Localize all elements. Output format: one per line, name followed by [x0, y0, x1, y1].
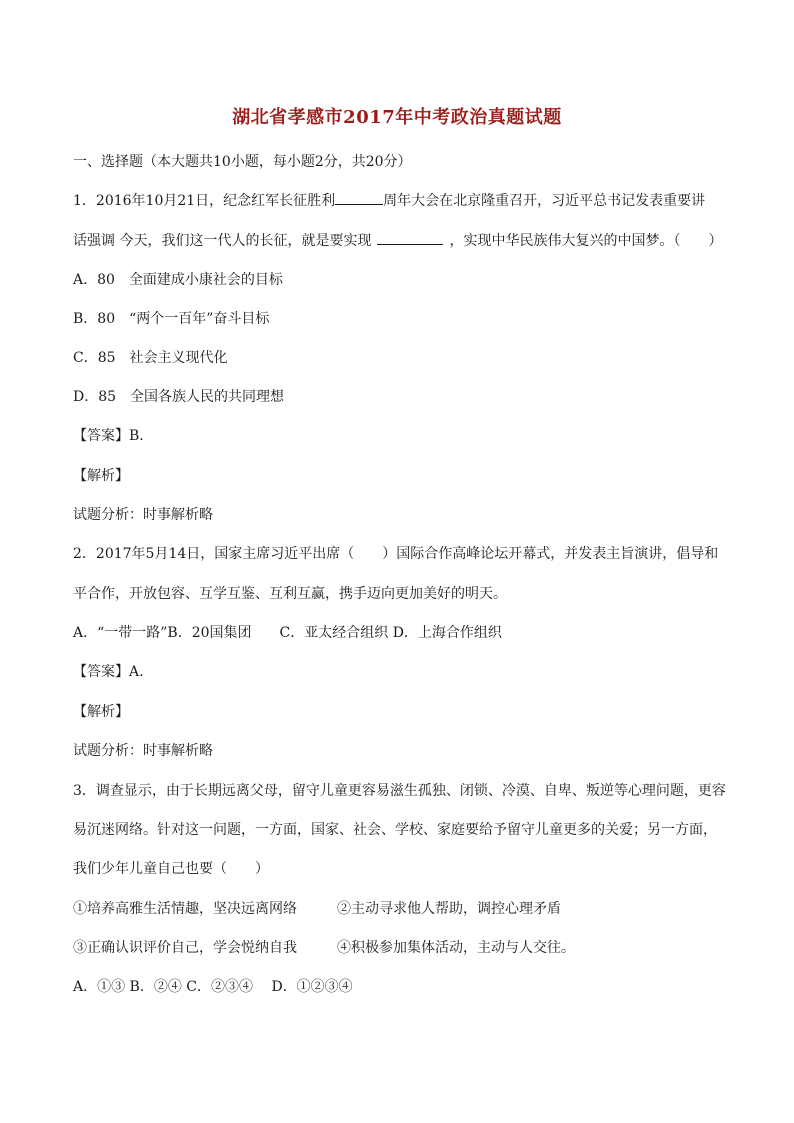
- section-heading: 一、选择题（本大题共10小题，每小题2分，共20分）: [73, 154, 412, 170]
- q1-option-c: C．85 社会主义现代化: [73, 350, 228, 366]
- q3-stem-line1: 3．调查显示，由于长期远离父母，留守儿童更容易滋生孤独、闭锁、冷漠、自卑、叛逆等心理问题，更容: [73, 783, 726, 799]
- q1-stem-line1: [73, 190, 705, 211]
- q3-stem-line3: 我们少年儿童自己也要（ ）: [73, 861, 269, 877]
- q3-item-3: ③正确认识评价自己，学会悦纳自我: [73, 940, 297, 956]
- q3-item-4: ④积极参加集体活动，主动与人交往。: [337, 940, 575, 956]
- page-title: 湖北省孝感市2017年中考政治真题试题: [232, 107, 562, 128]
- q1-stem-line1-a: 1．2016年10月21日，纪念红军长征胜利: [73, 193, 336, 209]
- q1-analysis: 试题分析：时事解析略: [73, 507, 213, 523]
- q2-stem-line2: 平合作，开放包容、互学互鉴、互利互赢，携手迈向更加美好的明天。: [73, 586, 507, 602]
- q2-options: A．“一带一路”B．20国集团 C．亚太经合组织 D．上海合作组织: [73, 625, 502, 641]
- q1-analysis-label: 【解析】: [73, 468, 129, 484]
- q1-blank-1: [335, 190, 383, 205]
- q2-analysis-label: 【解析】: [73, 704, 129, 720]
- q3-item-1: ①培养高雅生活情趣，坚决远离网络: [73, 901, 297, 917]
- q1-stem-line1-b: 周年大会在北京隆重召开，习近平总书记发表重要讲: [383, 193, 706, 209]
- q1-answer: 【答案】B.: [73, 428, 144, 444]
- q3-options: A．①③ B．②④ C．②③④ D．①②③④: [73, 979, 353, 995]
- q1-option-b: B．80 “两个一百年”奋斗目标: [73, 311, 270, 327]
- q1-stem-line2: [73, 230, 722, 251]
- q1-stem-line2-a: 话强调 今天，我们这一代人的长征，就是要实现: [73, 233, 372, 249]
- q1-stem-line2-b: ，实现中华民族伟大复兴的中国梦。（ ）: [449, 233, 723, 249]
- q1-option-a: A．80 全面建成小康社会的目标: [73, 272, 283, 288]
- q2-stem-line1: 2．2017年5月14日，国家主席习近平出席（ ）国际合作高峰论坛开幕式，并发表主旨演讲，倡导和: [73, 546, 719, 562]
- q2-answer: 【答案】A.: [73, 664, 144, 680]
- q3-item-2: ②主动寻求他人帮助，调控心理矛盾: [337, 901, 561, 917]
- q1-blank-2: [377, 230, 443, 245]
- q3-stem-line2: 易沉迷网络。针对这一问题，一方面，国家、社会、学校、家庭要给予留守儿童更多的关爱；另一方面，: [73, 822, 717, 838]
- q2-analysis: 试题分析：时事解析略: [73, 743, 213, 759]
- q1-option-d: D．85 全国各族人民的共同理想: [73, 389, 285, 405]
